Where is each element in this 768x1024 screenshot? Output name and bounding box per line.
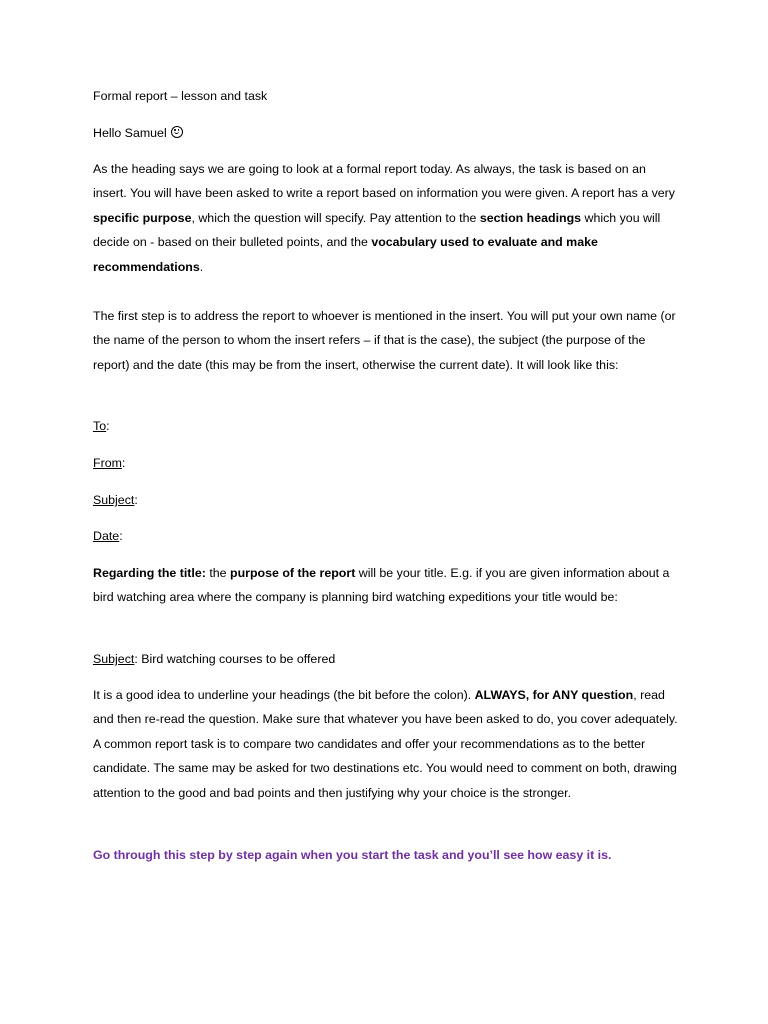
field-subject-colon: : (134, 493, 138, 507)
field-subject-label: Subject (93, 493, 135, 507)
field-from (93, 451, 393, 475)
title-guidance-text-1: the (205, 566, 231, 580)
field-subject (93, 488, 393, 512)
first-step-text: The first step is to address the report to whoever is mentioned in the insert. You will put your own name (or the name of the person to whom the insert refers – if that is the case), the subject (the purpose of the report) and the date (this may be from the insert, otherwise the current date). It will look like this: (93, 309, 676, 372)
title-guidance-bold-2: purpose of the report (230, 566, 356, 580)
intro-bold-vocabulary: vocabulary used to evaluate and make recommendations (93, 235, 598, 274)
field-from-label: From (93, 456, 122, 470)
intro-bold-specific-purpose: specific purpose (93, 210, 192, 225)
greeting (93, 121, 683, 145)
title-guidance-bold-1: Regarding the title: (93, 566, 206, 580)
intro-bold-section-headings: section headings (479, 210, 582, 225)
advice-text-2: , read and then re-read the question. Make sure that whatever you have been asked to do, you cover adequately. A common report task is to compare two candidates and offer your recommendations as to the better candidate. The same may be asked for two destinations etc. You would need to comment on both, drawing attention to the good and bad points and then justifying why your choice is the stronger. (93, 688, 678, 800)
paragraph-intro (93, 157, 683, 279)
closing-note (93, 843, 683, 867)
field-date-label: Date (93, 529, 120, 543)
advice-text-1: It is a good idea to underline your headings (the bit before the colon). (93, 688, 475, 702)
greeting-text: Hello Samuel (93, 126, 167, 140)
title-guidance-text-2: will be your title. E.g. if you are given information about a bird watching area where the company is planning bird watching expeditions your title would be: (93, 566, 670, 605)
intro-text-3: which you will decide on - based on their bulleted points, and the (93, 210, 661, 250)
paragraph-title-guidance (93, 561, 683, 610)
intro-text-2: , which the question will specify. Pay attention to the (191, 210, 480, 225)
example-subject-label: Subject (93, 652, 135, 666)
field-to-label: To (93, 419, 107, 433)
advice-bold-always: ALWAYS, for ANY question (474, 688, 634, 702)
smiley-face-icon (171, 126, 183, 138)
paragraph-headings-advice (93, 683, 683, 805)
closing-note-text: Go through this step by step again when you start the task and you’ll see how easy it is. (93, 848, 612, 862)
field-to (93, 414, 393, 438)
document-title (93, 84, 683, 108)
intro-text-1: As the heading says we are going to look at a formal report today. As always, the task is based on an insert. You will have been asked to write a report based on information you were given. A report has a very (93, 162, 676, 201)
example-subject-line (93, 647, 683, 671)
field-date-colon: : (119, 529, 123, 543)
paragraph-first-step (93, 304, 683, 377)
field-to-colon: : (106, 419, 110, 433)
field-from-colon: : (121, 456, 126, 470)
example-subject-text: : Bird watching courses to be offered (134, 652, 336, 666)
field-date (93, 524, 393, 548)
document-title-text: Formal report – lesson and task (93, 89, 268, 103)
intro-text-4: . (199, 259, 204, 274)
